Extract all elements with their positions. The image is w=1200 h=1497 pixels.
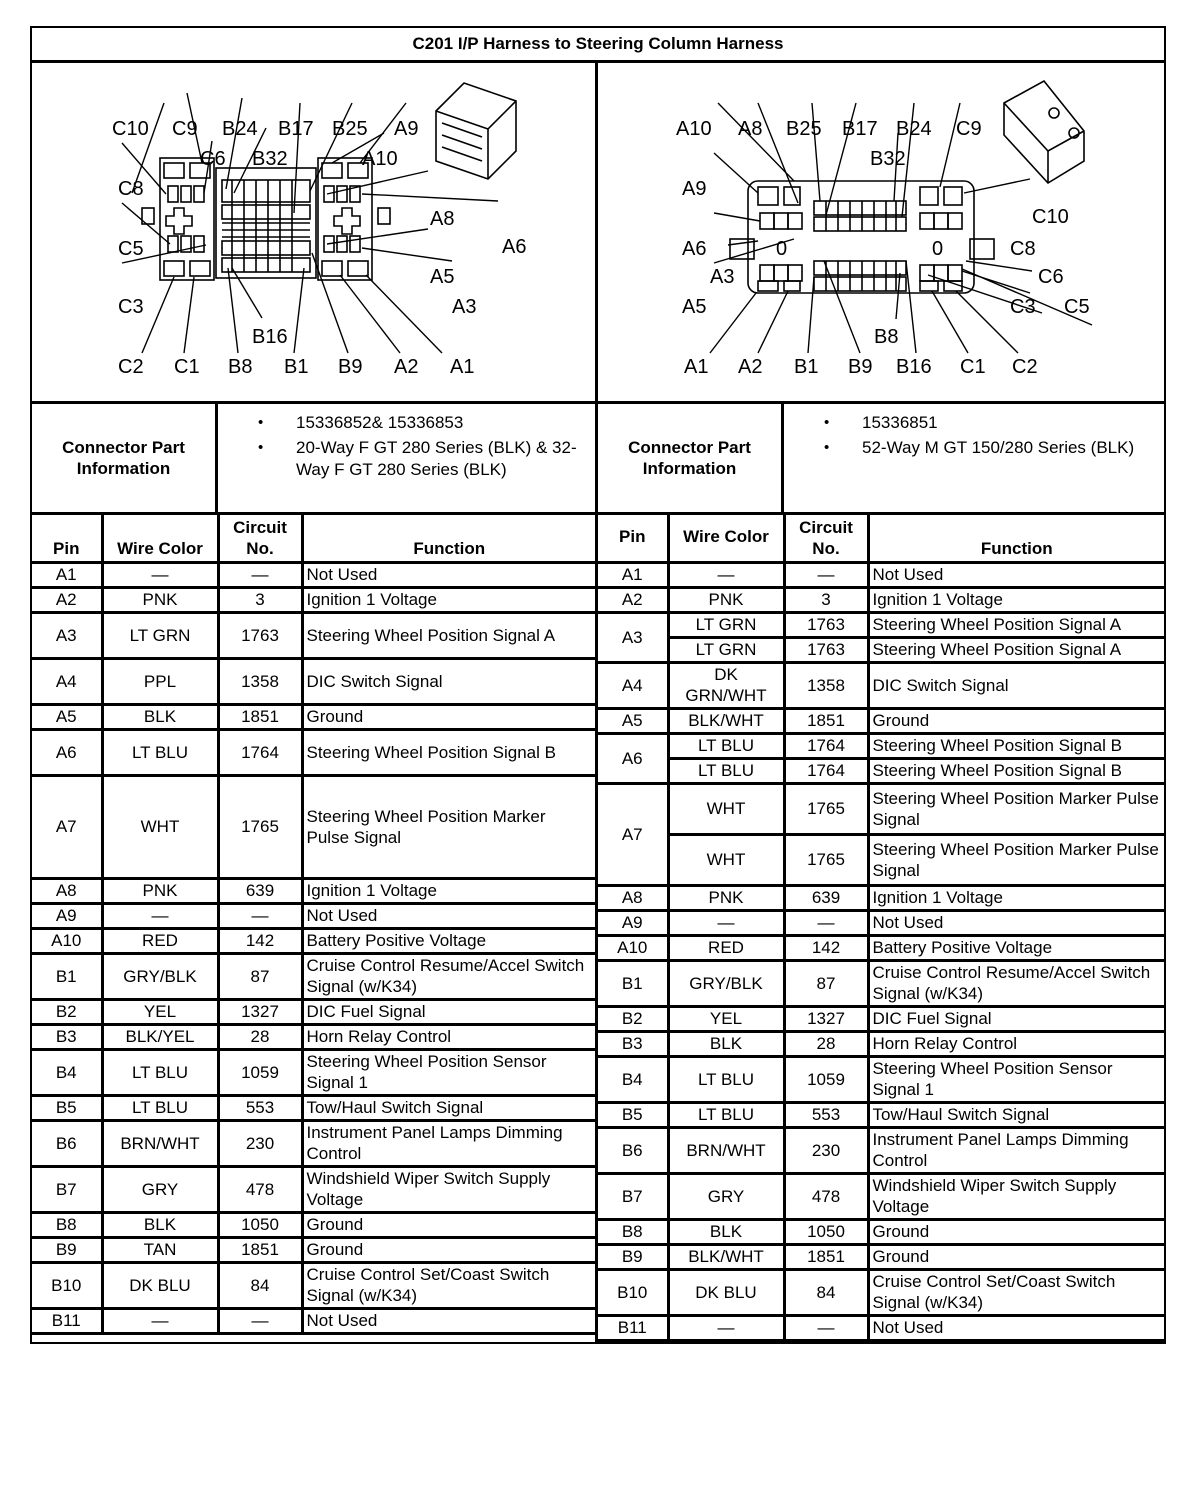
wire-color-cell: LT BLU [102,1049,218,1095]
function-cell: Steering Wheel Position Marker Pulse Signal [302,775,595,878]
table-row [32,1024,595,1049]
pin-cell: A5 [32,704,102,729]
connector-diagram-ip-harness [32,63,598,401]
table-row [32,612,595,658]
function-cell: Steering Wheel Position Signal B [868,758,1164,783]
wire-color-cell: BRN/WHT [668,1127,784,1173]
circuit-cell: 87 [784,960,868,1006]
table-row [598,1031,1164,1056]
wire-color-cell: — [668,910,784,935]
function-cell: Instrument Panel Lamps Dimming Control [868,1127,1164,1173]
pin-label: C2 [1012,356,1038,378]
table-row [598,708,1164,733]
function-cell: Ground [302,1212,595,1237]
pin-cell: B7 [32,1166,102,1212]
pin-cell: B6 [598,1127,668,1173]
pin-label: B32 [252,148,288,170]
pin-label: B24 [222,118,258,140]
pin-cell: A1 [598,562,668,587]
wire-color-cell: LT GRN [668,637,784,662]
pinout-tables [32,515,1164,1342]
pin-label: B8 [228,356,253,378]
wire-color-cell: PNK [102,587,218,612]
wire-color-cell: — [668,562,784,587]
wire-color-cell: BLK [668,1031,784,1056]
pin-label: C9 [956,118,982,140]
function-cell: Ground [868,708,1164,733]
pin-cell: B7 [598,1173,668,1219]
circuit-cell: 1763 [784,612,868,637]
circuit-cell: 1050 [784,1219,868,1244]
table-row [32,1120,595,1166]
function-cell: Ignition 1 Voltage [868,587,1164,612]
wire-color-cell: YEL [102,999,218,1024]
pin-cell: A6 [32,729,102,775]
function-cell: Steering Wheel Position Signal A [868,637,1164,662]
pin-label: A5 [682,296,707,318]
pin-cell: A9 [32,903,102,928]
pin-cell: B5 [598,1102,668,1127]
pin-label: B24 [896,118,932,140]
pin-label: A2 [394,356,419,378]
circuit-cell: — [218,562,302,587]
pin-label: A1 [684,356,709,378]
connector-description: • 52-Way M GT 150/280 Series (BLK) [862,437,1164,459]
col-header-pin: Pin [598,515,668,562]
circuit-cell: 1851 [784,1244,868,1269]
function-cell: Ground [868,1219,1164,1244]
pin-label: B25 [786,118,822,140]
col-header-pin: Pin [32,515,102,562]
wire-color-cell: BLK/WHT [668,708,784,733]
pin-label: A10 [362,148,398,170]
wire-color-cell: — [102,1308,218,1333]
function-cell: Battery Positive Voltage [302,928,595,953]
pin-label: B1 [284,356,309,378]
table-row [32,878,595,903]
wire-color-cell: LT BLU [102,729,218,775]
table-row [32,928,595,953]
table-row [32,1095,595,1120]
circuit-cell: 3 [784,587,868,612]
circuit-cell: 639 [784,885,868,910]
center-mark: 0 [776,238,788,260]
function-cell: Tow/Haul Switch Signal [868,1102,1164,1127]
table-row [598,1102,1164,1127]
pin-label: C8 [1010,238,1036,260]
table-row [32,953,595,999]
table-row [32,1308,595,1333]
pin-cell: A5 [598,708,668,733]
circuit-cell: 1327 [784,1006,868,1031]
wire-color-cell: DK BLU [102,1262,218,1308]
wire-color-cell: LT BLU [668,1102,784,1127]
table-row [598,1219,1164,1244]
table-row [598,1269,1164,1315]
pin-cell: B2 [32,999,102,1024]
pin-label: B8 [874,326,899,348]
function-cell: Windshield Wiper Switch Supply Voltage [302,1166,595,1212]
function-cell: Cruise Control Set/Coast Switch Signal (w/K34) [302,1262,595,1308]
pin-label: C3 [118,296,144,318]
pin-label: A3 [452,296,477,318]
wire-color-cell: GRY [102,1166,218,1212]
wire-color-cell: PNK [668,885,784,910]
pin-cell: A1 [32,562,102,587]
function-cell: Windshield Wiper Switch Supply Voltage [868,1173,1164,1219]
pin-label: C10 [112,118,149,140]
function-cell: Ignition 1 Voltage [302,587,595,612]
function-cell: Cruise Control Resume/Accel Switch Signal (w/K34) [302,953,595,999]
circuit-cell: 84 [784,1269,868,1315]
table-row [32,1262,595,1308]
table-row [598,834,1164,885]
pin-cell: A10 [598,935,668,960]
sheet-title: C201 I/P Harness to Steering Column Harness [32,28,1164,63]
circuit-cell: 553 [218,1095,302,1120]
function-cell: Not Used [868,910,1164,935]
pin-label: A6 [502,236,527,258]
function-cell: Ignition 1 Voltage [302,878,595,903]
pin-cell: B1 [598,960,668,1006]
function-cell: Not Used [868,1315,1164,1340]
wire-color-cell: LT BLU [102,1095,218,1120]
function-cell: Tow/Haul Switch Signal [302,1095,595,1120]
wire-color-cell: LT BLU [668,1056,784,1102]
part-number: • 15336852& 15336853 [296,412,595,434]
table-row [598,612,1164,637]
table-row [598,1127,1164,1173]
table-row [598,1056,1164,1102]
wire-color-cell: BRN/WHT [102,1120,218,1166]
table-row [598,1173,1164,1219]
circuit-cell: 1851 [218,1237,302,1262]
connector-face-illustration [32,63,600,401]
table-row [598,910,1164,935]
pin-label: C6 [1038,266,1064,288]
circuit-cell: 478 [218,1166,302,1212]
pin-label: C6 [200,148,226,170]
circuit-cell: 1765 [784,783,868,834]
pin-label: C2 [118,356,144,378]
circuit-cell: 1765 [784,834,868,885]
circuit-cell: 142 [218,928,302,953]
function-cell: Ignition 1 Voltage [868,885,1164,910]
circuit-cell: 230 [784,1127,868,1173]
pin-label: A1 [450,356,475,378]
function-cell: Cruise Control Set/Coast Switch Signal (w/K34) [868,1269,1164,1315]
function-cell: DIC Switch Signal [868,662,1164,708]
function-cell: Not Used [302,562,595,587]
table-row [32,775,595,878]
wire-color-cell: WHT [668,783,784,834]
circuit-cell: — [784,1315,868,1340]
table-row [598,562,1164,587]
part-number: • 15336851 [862,412,1164,434]
pin-cell: B11 [32,1308,102,1333]
function-cell: Steering Wheel Position Sensor Signal 1 [302,1049,595,1095]
pin-cell: B8 [598,1219,668,1244]
pin-label: A6 [682,238,707,260]
pin-label: C8 [118,178,144,200]
function-cell: Not Used [302,903,595,928]
table-row [598,758,1164,783]
pin-cell: B9 [598,1244,668,1269]
circuit-cell: — [784,562,868,587]
wire-color-cell: PNK [102,878,218,903]
wire-color-cell: — [102,562,218,587]
function-cell: Not Used [868,562,1164,587]
circuit-cell: 1327 [218,999,302,1024]
table-row [598,733,1164,758]
function-cell: Steering Wheel Position Signal A [868,612,1164,637]
wire-color-cell: RED [668,935,784,960]
wire-color-cell: YEL [668,1006,784,1031]
circuit-cell: 28 [784,1031,868,1056]
table-row [32,587,595,612]
pin-cell: B8 [32,1212,102,1237]
wire-color-cell: LT BLU [668,733,784,758]
circuit-cell: 478 [784,1173,868,1219]
wire-color-cell: TAN [102,1237,218,1262]
pinout-table-right [598,515,1164,1342]
pin-label: A9 [682,178,707,200]
function-cell: Horn Relay Control [868,1031,1164,1056]
circuit-cell: 1764 [784,758,868,783]
pin-cell: A2 [32,587,102,612]
pin-cell: A2 [598,587,668,612]
circuit-cell: 1358 [218,658,302,704]
pin-cell: A4 [32,658,102,704]
table-row [32,1237,595,1262]
col-header-wire-color: Wire Color [668,515,784,562]
wire-color-cell: PNK [668,587,784,612]
pin-label: A5 [430,266,455,288]
col-header-circuit-no: Circuit No. [784,515,868,562]
function-cell: Ground [868,1244,1164,1269]
pin-cell: B2 [598,1006,668,1031]
table-row [598,662,1164,708]
wire-color-cell: RED [102,928,218,953]
table-row [32,704,595,729]
wire-color-cell: — [668,1315,784,1340]
pin-label: C3 [1010,296,1036,318]
wire-color-cell: GRY/BLK [102,953,218,999]
pin-label: B17 [842,118,878,140]
wire-color-cell: WHT [668,834,784,885]
circuit-cell: 3 [218,587,302,612]
circuit-cell: 1358 [784,662,868,708]
pin-label: A9 [394,118,419,140]
function-cell: Steering Wheel Position Signal B [302,729,595,775]
connector-face-illustration [598,63,1163,401]
circuit-cell: — [218,903,302,928]
wire-color-cell: GRY/BLK [668,960,784,1006]
col-header-function: Function [302,515,595,562]
table-row [32,1049,595,1095]
pin-cell: B5 [32,1095,102,1120]
circuit-cell: 87 [218,953,302,999]
table-row [32,562,595,587]
pin-label: B32 [870,148,906,170]
wire-color-cell: BLK [102,1212,218,1237]
pin-label: A10 [676,118,712,140]
table-row [32,658,595,704]
pin-cell: B10 [32,1262,102,1308]
circuit-cell: — [218,1308,302,1333]
function-cell: Steering Wheel Position Marker Pulse Signal [868,783,1164,834]
pinout-table-left [32,515,598,1342]
pin-label: C1 [960,356,986,378]
circuit-cell: 84 [218,1262,302,1308]
pin-label: C5 [118,238,144,260]
wire-color-cell: LT BLU [668,758,784,783]
pin-cell: A6 [598,733,668,783]
pin-label: A8 [430,208,455,230]
pin-cell: A3 [598,612,668,662]
function-cell: Ground [302,704,595,729]
wire-color-cell: DK BLU [668,1269,784,1315]
circuit-cell: 230 [218,1120,302,1166]
center-mark: 0 [932,238,944,260]
wire-color-cell: DK GRN/WHT [668,662,784,708]
function-cell: Cruise Control Resume/Accel Switch Signal (w/K34) [868,960,1164,1006]
pin-label: B17 [278,118,314,140]
circuit-cell: 1851 [784,708,868,733]
pin-cell: A3 [32,612,102,658]
pin-cell: A8 [598,885,668,910]
pin-label: B1 [794,356,819,378]
table-row [32,1212,595,1237]
table-row [598,885,1164,910]
wire-color-cell: LT GRN [668,612,784,637]
table-row [598,637,1164,662]
function-cell: Steering Wheel Position Signal A [302,612,595,658]
function-cell: Instrument Panel Lamps Dimming Control [302,1120,595,1166]
circuit-cell: 553 [784,1102,868,1127]
wire-color-cell: GRY [668,1173,784,1219]
circuit-cell: 639 [218,878,302,903]
pin-cell: B6 [32,1120,102,1166]
connector-description: • 20-Way F GT 280 Series (BLK) & 32-Way F GT 280 Series (BLK) [296,437,595,481]
function-cell: Steering Wheel Position Signal B [868,733,1164,758]
pin-cell: B11 [598,1315,668,1340]
wire-color-cell: BLK/WHT [668,1244,784,1269]
function-cell: Not Used [302,1308,595,1333]
function-cell: Ground [302,1237,595,1262]
circuit-cell: 28 [218,1024,302,1049]
circuit-cell: 1059 [784,1056,868,1102]
function-cell: Steering Wheel Position Marker Pulse Signal [868,834,1164,885]
wire-color-cell: BLK [102,704,218,729]
circuit-cell: 1059 [218,1049,302,1095]
table-row [598,1315,1164,1340]
table-row [32,999,595,1024]
pin-label: C10 [1032,206,1069,228]
pin-cell: B3 [32,1024,102,1049]
pin-label: B25 [332,118,368,140]
pin-label: B9 [338,356,363,378]
circuit-cell: 1851 [218,704,302,729]
function-cell: Battery Positive Voltage [868,935,1164,960]
pin-label: B9 [848,356,873,378]
table-row [598,1006,1164,1031]
connector-info-right [598,404,1164,512]
wire-color-cell: WHT [102,775,218,878]
pin-label: C9 [172,118,198,140]
table-row [32,903,595,928]
circuit-cell: 1763 [218,612,302,658]
circuit-cell: 1050 [218,1212,302,1237]
wire-color-cell: — [102,903,218,928]
pin-label: A2 [738,356,763,378]
pin-cell: B10 [598,1269,668,1315]
pin-cell: B3 [598,1031,668,1056]
pin-cell: A7 [598,783,668,885]
col-header-function: Function [868,515,1164,562]
pin-label: B16 [252,326,288,348]
function-cell: Steering Wheel Position Sensor Signal 1 [868,1056,1164,1102]
pin-cell: A9 [598,910,668,935]
pin-label: A3 [710,266,735,288]
table-row [598,587,1164,612]
wire-color-cell: PPL [102,658,218,704]
pin-cell: A7 [32,775,102,878]
table-row [32,1166,595,1212]
function-cell: Horn Relay Control [302,1024,595,1049]
circuit-cell: 1764 [784,733,868,758]
function-cell: DIC Fuel Signal [302,999,595,1024]
function-cell: DIC Switch Signal [302,658,595,704]
pin-label: B16 [896,356,932,378]
pin-cell: B9 [32,1237,102,1262]
col-header-wire-color: Wire Color [102,515,218,562]
connector-diagrams [32,63,1164,404]
connector-info-left [32,404,598,512]
circuit-cell: 1763 [784,637,868,662]
table-row [598,1244,1164,1269]
pin-cell: B1 [32,953,102,999]
table-row [32,729,595,775]
connector-part-information [32,404,1164,515]
col-header-circuit-no: Circuit No. [218,515,302,562]
table-row [598,783,1164,834]
circuit-cell: 142 [784,935,868,960]
pin-cell: B4 [598,1056,668,1102]
table-row [598,960,1164,1006]
pin-cell: A10 [32,928,102,953]
wire-color-cell: BLK [668,1219,784,1244]
connector-diagram-steering-column-harness [598,63,1164,401]
pin-label: C5 [1064,296,1090,318]
connector-info-label: Connector Part Information [32,404,218,512]
pin-cell: A8 [32,878,102,903]
circuit-cell: 1764 [218,729,302,775]
pin-cell: A4 [598,662,668,708]
wire-color-cell: LT GRN [102,612,218,658]
pin-label: C1 [174,356,200,378]
pinout-sheet [30,26,1166,1344]
connector-info-label: Connector Part Information [598,404,784,512]
pin-cell: B4 [32,1049,102,1095]
table-row [598,935,1164,960]
circuit-cell: 1765 [218,775,302,878]
function-cell: DIC Fuel Signal [868,1006,1164,1031]
wire-color-cell: BLK/YEL [102,1024,218,1049]
pin-label: A8 [738,118,763,140]
circuit-cell: — [784,910,868,935]
